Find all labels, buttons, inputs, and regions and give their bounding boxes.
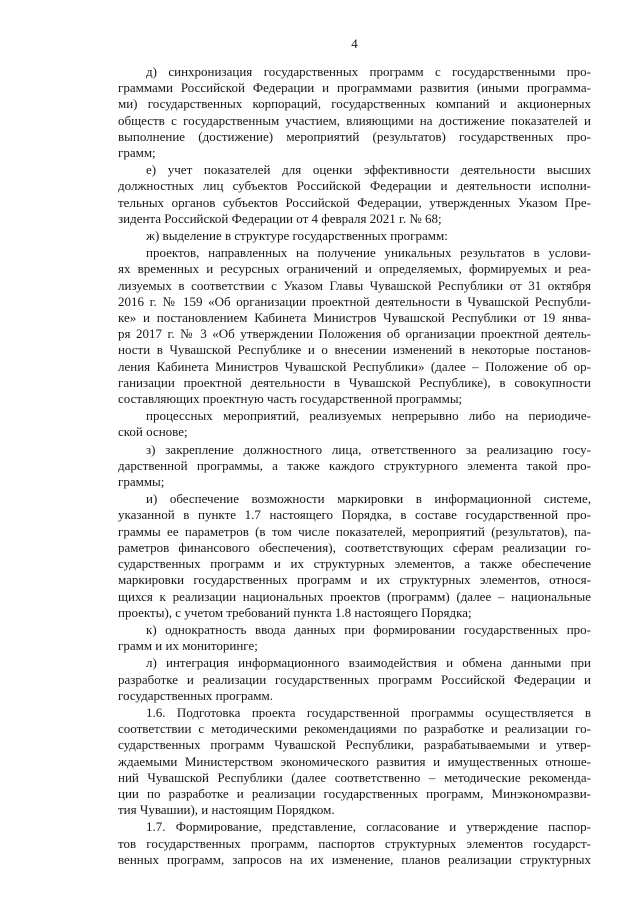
text-line: тов государственных программ, паспортов структурных элементов государст-	[118, 835, 591, 851]
text-line: ления Кабинета Министров Чувашской Республики» (далее – Положение об ор-	[118, 358, 591, 374]
text-line: ции по разработке и реализации государственных программ, Минэкономразви-	[118, 785, 591, 801]
text-line: граммами Российской Федерации и программами развития (иными программа-	[118, 80, 591, 96]
paragraph-zh	[118, 228, 591, 244]
text-line: сударственных программ и их структурных элементов, а также обеспечение	[118, 556, 591, 572]
paragraph-k	[118, 622, 591, 654]
text-line: ждаемыми Министерством экономического развития и имущественных отноше-	[118, 753, 591, 769]
text-line: проектов, направленных на получение уникальных результатов в услови-	[146, 245, 591, 261]
text-line: обществ с государственным участием, влияющими на достижение показателей и	[118, 112, 591, 128]
text-line: тельных органов субъектов Российской Федерации, утвержденных Указом Пре-	[118, 194, 591, 210]
text-line: тия Чувашии), и настоящим Порядком.	[118, 802, 335, 818]
text-line: выполнение (достижение) мероприятий (результатов) государственных про-	[118, 128, 591, 144]
text-line: л) интеграция информационного взаимодействия и обмена данными при	[146, 655, 591, 671]
text-line: граммы ее параметров (в том числе показателей, мероприятий (результатов), па-	[118, 523, 591, 539]
paragraph-projects	[118, 245, 591, 407]
text-line: 2016 г. № 159 «Об организации проектной деятельности в Чувашской Республи-	[118, 293, 591, 309]
text-line: дарственной программы, а также каждого структурного элемента такой про-	[118, 457, 591, 473]
text-line: зидента Российской Федерации от 4 февраля 2021 г. № 68;	[118, 210, 442, 226]
text-line: 1.7. Формирование, представление, согласование и утверждение паспор-	[146, 819, 591, 835]
paragraph-processes	[118, 408, 591, 440]
text-line: ганизации проектной деятельности в Чувашской Республике), в совокупности	[118, 374, 591, 390]
text-line: проекты), с учетом требований пункта 1.8 настоящего Порядка;	[118, 604, 472, 620]
text-line: венных программ, запросов на их изменение, планов реализации структурных	[118, 851, 591, 867]
text-line: 1.6. Подготовка проекта государственной программы осуществляется в	[146, 704, 591, 720]
text-line: разработке и реализации государственных программ Российской Федерации и	[118, 671, 591, 687]
text-line: ской основе;	[118, 424, 188, 440]
paragraph-1-7	[118, 819, 591, 868]
paragraph-e	[118, 162, 591, 227]
paragraph-1-6	[118, 705, 591, 818]
document-body	[118, 64, 591, 869]
paragraph-l	[118, 655, 591, 704]
paragraph-i	[118, 491, 591, 621]
text-line: и) обеспечение возможности маркировки в информационной системе,	[146, 491, 591, 507]
text-line: грамм;	[118, 145, 156, 161]
text-line: д) синхронизация государственных программ с государственными про-	[146, 64, 591, 79]
text-line: должностных лиц субъектов Российской Федерации и деятельности исполни-	[118, 178, 591, 194]
paragraph-d	[118, 64, 591, 161]
text-line: ности в Чувашской Республике и о внесении изменений в некоторые постанов-	[118, 342, 591, 358]
text-line: ж) выделение в структуре государственных программ:	[146, 228, 448, 244]
page-number: 4	[351, 36, 358, 51]
paragraph-z	[118, 442, 591, 491]
text-line: составляющих проектную часть государственной программы;	[118, 391, 463, 407]
text-line: указанной в пункте 1.7 настоящего Порядка, в составе государственной про-	[118, 507, 591, 523]
text-line: маркировки государственных программ и их структурных элементов, относя-	[118, 572, 591, 588]
text-line: раметров финансового обеспечения), соответствующих сферам реализации го-	[118, 539, 591, 555]
text-line: з) закрепление должностного лица, ответственного за реализацию госу-	[146, 441, 591, 457]
text-line: ях временных и ресурсных ограничений и определяемых, формируемых и реа-	[118, 261, 591, 277]
text-line: процессных мероприятий, реализуемых непрерывно либо на периодиче-	[146, 408, 591, 424]
text-line: государственных программ.	[118, 687, 273, 703]
text-line: ке» и постановлением Кабинета Министров Чувашской Республики от 19 янва-	[118, 310, 591, 326]
text-line: к) однократность ввода данных при формировании государственных про-	[146, 621, 591, 637]
text-line: граммы;	[118, 474, 165, 490]
text-line: ми) государственных корпораций, государственных компаний и акционерных	[118, 96, 591, 112]
text-line: е) учет показателей для оценки эффективности деятельности высших	[146, 162, 591, 178]
text-line: ний Чувашской Республики (далее соответственно – методические рекоменда-	[118, 769, 591, 785]
text-line: соответствии с методическими рекомендациями по разработке и реализации го-	[118, 721, 591, 737]
text-line: ря 2017 г. № 3 «Об утверждении Положения об организации проектной деятель-	[118, 326, 591, 342]
text-line: грамм и их мониторинге;	[118, 638, 258, 654]
text-line: лизуемых в соответствии с Указом Главы Чувашской Республики от 31 октября	[118, 277, 591, 293]
text-line: сударственных программ Чувашской Республики, разрабатываемыми и утвер-	[118, 737, 591, 753]
text-line: щихся к реализации национальных проектов (программ) (далее – национальные	[118, 588, 591, 604]
